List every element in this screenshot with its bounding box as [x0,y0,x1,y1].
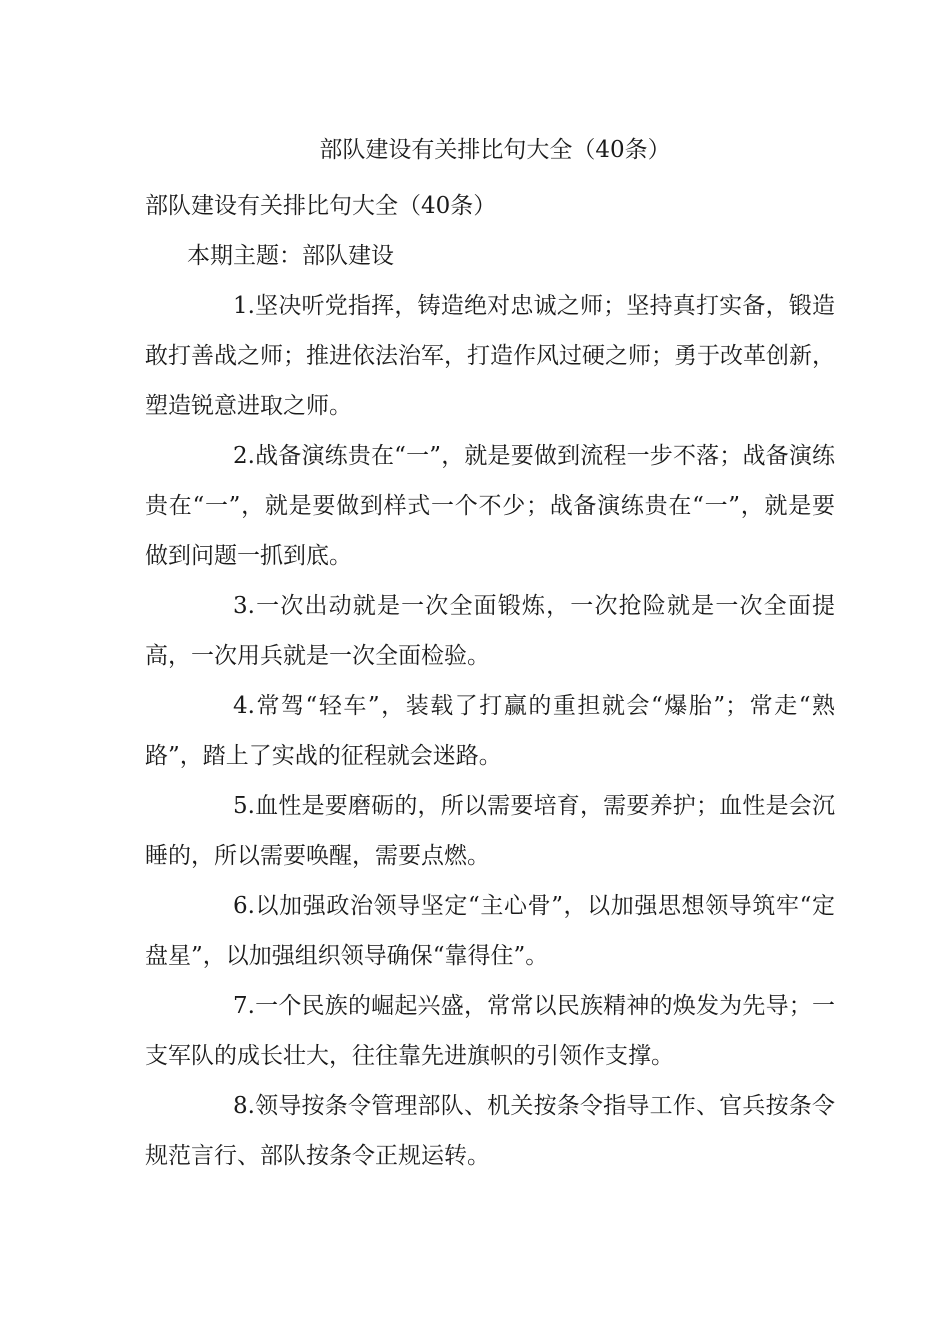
list-item-3: 3.一次出动就是一次全面锻炼，一次抢险就是一次全面提高，一次用兵就是一次全面检验。 [145,593,835,669]
list-item-7: 7.一个民族的崛起兴盛，常常以民族精神的焕发为先导；一支军队的成长壮大，往往靠先进旗帜的引领作支撑。 [145,993,835,1069]
document-body [145,181,835,1181]
list-item-6: 6.以加强政治领导坚定“主心骨”，以加强思想领导筑牢“定盘星”，以加强组织领导确保“靠得住”。 [145,893,835,969]
document-title: 部队建设有关排比句大全（40条） [319,137,671,163]
list-item-1: 1.坚决听党指挥，铸造绝对忠诚之师；坚持真打实备，锻造敢打善战之师；推进依法治军，打造作风过硬之师；勇于改革创新，塑造锐意进取之师。 [145,293,835,419]
list-item-4: 4.常驾“轻车”，装载了打赢的重担就会“爆胎”；常走“熟路”，踏上了实战的征程就会迷路。 [145,693,835,769]
list-item-8: 8.领导按条令管理部队、机关按条令指导工作、官兵按条令规范言行、部队按条令正规运转。 [145,1093,835,1169]
document-subtitle: 部队建设有关排比句大全（40条） [145,193,497,219]
topic-line: 本期主题：部队建设 [187,243,394,269]
list-item-2: 2.战备演练贵在“一”，就是要做到流程一步不落；战备演练贵在“一”，就是要做到样式一个不少；战备演练贵在“一”，就是要做到问题一抓到底。 [145,443,835,569]
list-item-5: 5.血性是要磨砺的，所以需要培育，需要养护；血性是会沉睡的，所以需要唤醒，需要点燃。 [145,793,835,869]
